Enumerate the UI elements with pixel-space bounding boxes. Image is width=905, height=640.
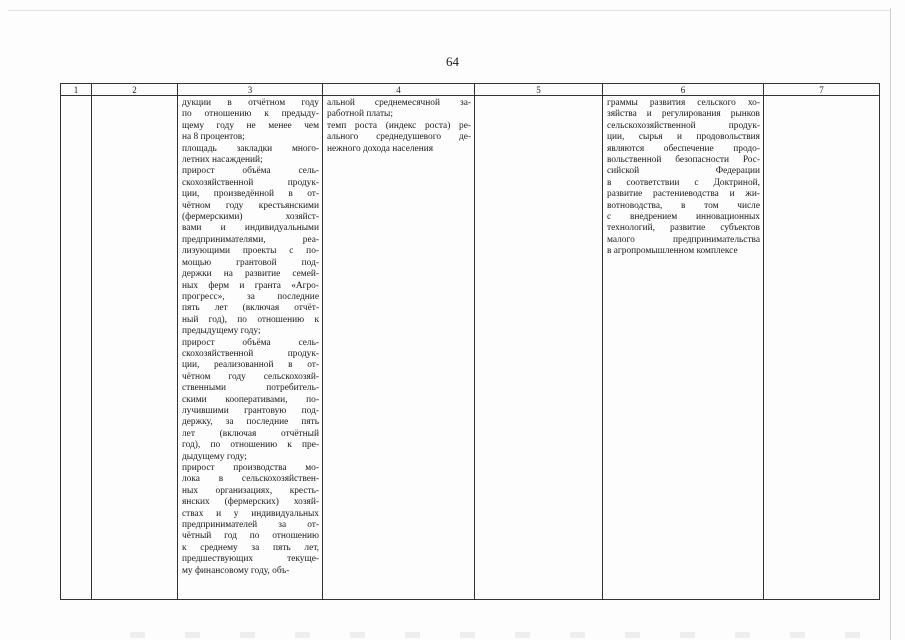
data-table (60, 83, 880, 600)
cell-text-line: являются обеспечение продо- (607, 143, 760, 154)
cell-text-line: малого предпринимательства (607, 234, 760, 245)
cell-text-line: мощью грантовой под- (182, 257, 319, 268)
cell-text-line: сельскохозяйственной продук- (607, 120, 760, 131)
cell-text-line: год), по отношению к пре- (182, 440, 319, 451)
cell-text-line: ции, реализованной в от- (182, 360, 319, 371)
cell-text-line: на 8 процентов; (182, 132, 245, 143)
header-col-1: 1 (61, 84, 92, 96)
header-col-7: 7 (764, 84, 880, 96)
scan-edge-right (890, 8, 891, 640)
cell-text-line: лет (включая отчётный (182, 428, 319, 439)
cell-text-line: дукции в отчётном году (182, 98, 319, 108)
cell-text-line: предшествующих текуще- (182, 554, 319, 565)
cell-text-line: ствах и у индивидуальных (182, 508, 319, 519)
cell-text-line: нежного дохода населения (327, 143, 434, 154)
cell-text-line: (фермерскими) хозяйст- (182, 212, 319, 223)
cell-text-line: лока в сельскохозяйствен- (182, 474, 319, 485)
cell-text-line: скохозяйственной продук- (182, 177, 319, 188)
cell-text-line: в соответствии с Доктриной, (607, 177, 760, 188)
cell-text-line: ных ферм и гранта «Агро- (182, 280, 319, 291)
cell-text-line: чётный год по отношению (182, 531, 319, 542)
cell-col-1 (61, 96, 92, 600)
cell-text-line: дыдущему году; (182, 451, 247, 462)
cell-text-line: скохозяйственной продук- (182, 348, 319, 359)
cell-text-line: с внедрением инновационных (607, 212, 760, 223)
cell-text-line: пять лет (включая отчёт- (182, 303, 319, 314)
table-header-row (61, 84, 880, 96)
cell-text-line: ции, произведённой в от- (182, 189, 319, 200)
cell-text-line: ных организациях, кресть- (182, 485, 319, 496)
table-row (61, 96, 880, 600)
cell-text-line: чётном году крестьянскими (182, 200, 319, 211)
cell-text-line: ции, сырья и продовольствия (607, 132, 760, 143)
cell-text-line: прогресс», за последние (182, 291, 319, 302)
cell-text-line: граммы развития сельского хо- (607, 98, 760, 108)
cell-text-line: темп роста (индекс роста) ре- (327, 120, 471, 131)
header-col-2: 2 (92, 84, 178, 96)
cell-text-line: предпринимателей за от- (182, 520, 319, 531)
cell-text-line: предыдущему году; (182, 326, 261, 337)
page-number: 64 (446, 54, 459, 69)
cell-col-4 (323, 96, 475, 600)
cell-text-line: держки на развитие семей- (182, 269, 319, 280)
cell-text-line: в агропромышленном комплексе (607, 246, 738, 257)
cell-text-line: вольственной безопасности Рос- (607, 155, 760, 166)
cell-text-line: держку, за последние пять (182, 417, 319, 428)
cell-text-line: работной платы; (327, 109, 393, 120)
header-col-5: 5 (475, 84, 603, 96)
cell-text-line: лучившими грантовую под- (182, 405, 319, 416)
cell-text-line: предпринимателями, реа- (182, 234, 319, 245)
cell-text-line: по отношению к предыду- (182, 109, 319, 120)
cell-text-line: зяйства и регулирования рынков (607, 109, 760, 120)
header-col-4: 4 (323, 84, 475, 96)
cell-text-line: прирост производства мо- (182, 463, 319, 473)
cell-text-line: вотноводства, в том числе (607, 200, 760, 211)
cell-text-line: к среднему за пять лет, (182, 542, 319, 553)
cell-text-line: летних насаждений; (182, 155, 263, 166)
cell-text-line: сийской Федерации (607, 166, 760, 177)
cell-text-line: му финансовому году, объ- (182, 565, 290, 576)
cell-col-7 (764, 96, 880, 600)
cell-text-line: лизующими проекты с по- (182, 246, 319, 257)
cell-text-line: технологий, развитие субъектов (607, 223, 760, 234)
cell-text-line: чётном году сельскохозяй- (182, 371, 319, 382)
cell-text-line: вами и индивидуальными (182, 223, 319, 234)
scan-edge-top (8, 10, 891, 11)
header-col-6: 6 (603, 84, 764, 96)
cell-col-6 (603, 96, 764, 600)
cell-text-line: щему году не менее чем (182, 120, 319, 131)
cell-text-line: альной среднемесячной за- (327, 98, 471, 108)
cell-text-line: ственными потребитель- (182, 383, 319, 394)
cell-col-3 (178, 96, 323, 600)
cell-text-line: развитие растениеводства и жи- (607, 189, 760, 200)
cell-text-line: прирост объёма сель- (182, 337, 319, 348)
cell-text-line: скими кооперативами, по- (182, 394, 319, 405)
cell-text-line: янских (фермерских) хозяй- (182, 497, 319, 508)
cell-text-line: прирост объёма сель- (182, 166, 319, 177)
cell-text-line: ального среднедушевого де- (327, 132, 471, 143)
cell-col-2 (92, 96, 178, 600)
cell-text-line: площадь закладки много- (182, 143, 319, 154)
cell-text-line: ный год), по отношению к (182, 314, 319, 325)
cell-col-5 (475, 96, 603, 600)
scan-artifact-bottom (90, 632, 885, 638)
header-col-3: 3 (178, 84, 323, 96)
